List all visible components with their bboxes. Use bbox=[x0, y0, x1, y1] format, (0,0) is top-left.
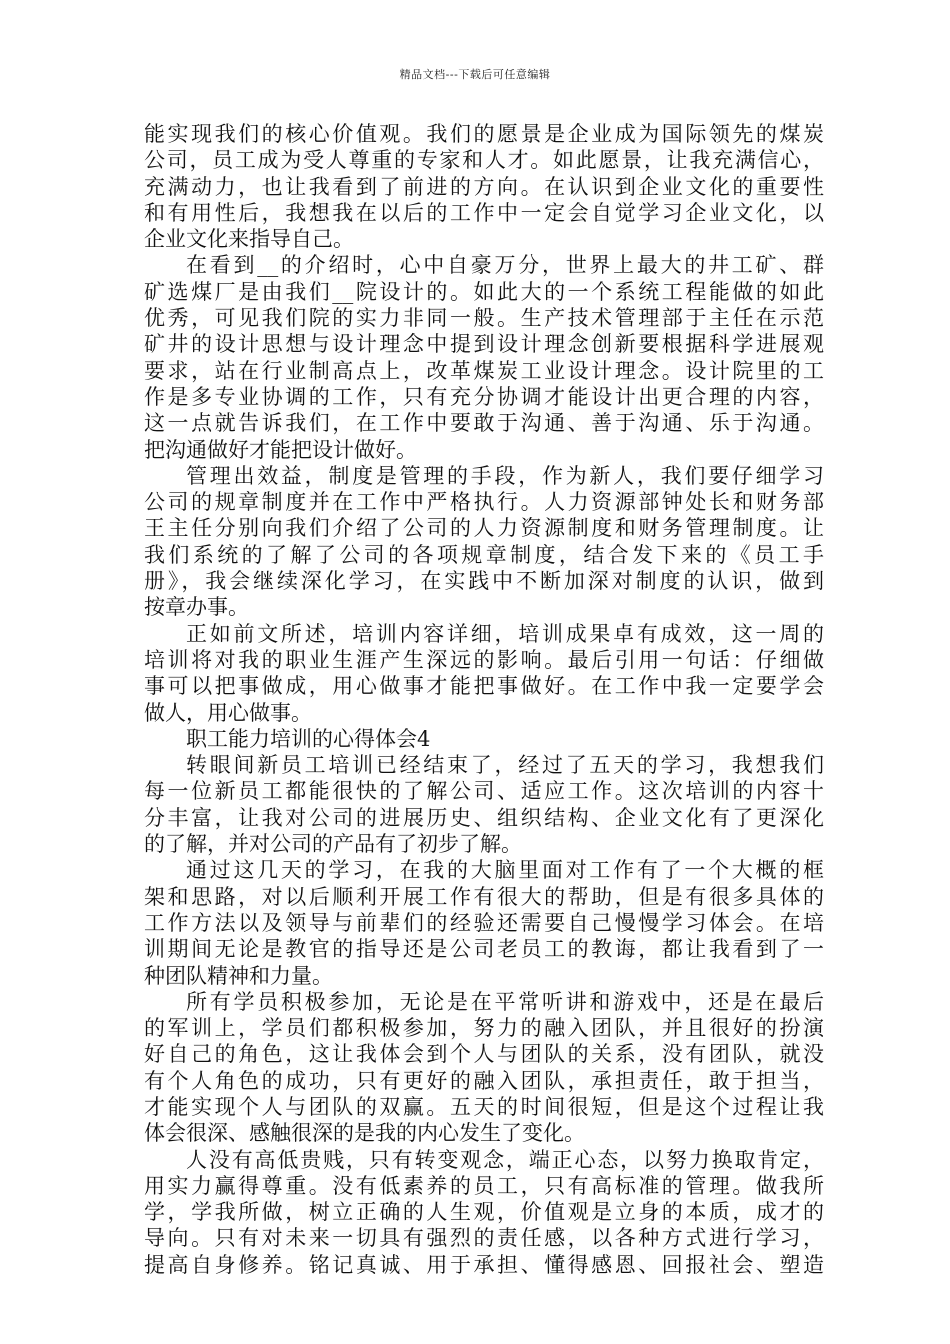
text-line: 导向。只有对未来一切具有强烈的责任感，以各种方式进行学习， bbox=[144, 1226, 824, 1251]
paragraph bbox=[144, 1147, 824, 1278]
document-body bbox=[144, 121, 824, 1278]
text-line: 公司的规章制度并在工作中严格执行。人力资源部钟处长和财务部 bbox=[144, 490, 824, 515]
text-line: 分丰富，让我对公司的进展历史、组织结构、企业文化有了更深化 bbox=[144, 805, 824, 830]
text-line: 通过这几天的学习，在我的大脑里面对工作有了一个大概的框 bbox=[186, 858, 824, 883]
text-line: 的了解，并对公司的产品有了初步了解。 bbox=[144, 832, 522, 857]
text-line: 管理出效益，制度是管理的手段，作为新人，我们要仔细学习 bbox=[186, 463, 824, 488]
text-line: 培训将对我的职业生涯产生深远的影响。最后引用一句话：仔细做 bbox=[144, 647, 824, 672]
text-line: 所有学员积极参加，无论是在平常听讲和游戏中，还是在最后 bbox=[186, 989, 824, 1014]
text-line: 每一位新员工都能很快的了解公司、适应工作。这次培训的内容十 bbox=[144, 779, 824, 804]
text-line: 把沟通做好才能把设计做好。 bbox=[144, 437, 417, 462]
text-line: 正如前文所述，培训内容详细，培训成果卓有成效，这一周的 bbox=[186, 621, 824, 646]
text-line: 作是多专业协调的工作，只有充分协调才能设计出更合理的内容， bbox=[144, 384, 824, 409]
text-line: 转眼间新员工培训已经结束了，经过了五天的学习，我想我们 bbox=[186, 753, 824, 778]
text-line: 才能实现个人与团队的双赢。五天的时间很短，但是这个过程让我 bbox=[144, 1094, 824, 1119]
paragraph bbox=[144, 121, 824, 252]
text-line: 的军训上，学员们都积极参加，努力的融入团队，并且很好的扮演 bbox=[144, 1016, 824, 1041]
text-line: 种团队精神和力量。 bbox=[144, 963, 333, 988]
paragraph bbox=[144, 857, 824, 988]
text-line: 王主任分别向我们介绍了公司的人力资源制度和财务管理制度。让 bbox=[144, 516, 824, 541]
paragraph bbox=[144, 621, 824, 726]
text-line: 优秀，可见我们院的实力非同一般。生产技术管理部于主任在示范 bbox=[144, 306, 824, 331]
text-line: 人没有高低贵贱，只有转变观念，端正心态，以努力换取肯定， bbox=[186, 1147, 824, 1172]
text-line: 训期间无论是教官的指导还是公司老员工的教诲，都让我看到了一 bbox=[144, 937, 824, 962]
paragraph bbox=[144, 252, 824, 462]
text-line: 公司，员工成为受人尊重的专家和人才。如此愿景，让我充满信心， bbox=[144, 148, 824, 173]
page-header: 精品文档---下载后可任意编辑 bbox=[399, 68, 551, 81]
text-line: 我们系统的了解了公司的各项规章制度，结合发下来的《员工手 bbox=[144, 542, 824, 567]
text-line: 按章办事。 bbox=[144, 595, 249, 620]
text-line: 事可以把事做成，用心做事才能把事做好。在工作中我一定要学会 bbox=[144, 674, 824, 699]
text-line: 用实力赢得尊重。没有低素养的员工，只有高标准的管理。做我所 bbox=[144, 1173, 824, 1198]
text-line: 职工能力培训的心得体会4 bbox=[186, 726, 431, 751]
paragraph bbox=[144, 752, 824, 857]
text-line: 有个人角色的成功，只有更好的融入团队，承担责任，敢于担当， bbox=[144, 1068, 824, 1093]
text-line: 这一点就告诉我们，在工作中要敢于沟通、善于沟通、乐于沟通。 bbox=[144, 411, 824, 436]
text-line: 充满动力，也让我看到了前进的方向。在认识到企业文化的重要性 bbox=[144, 174, 824, 199]
text-line: 体会很深、感触很深的是我的内心发生了变化。 bbox=[144, 1121, 585, 1146]
text-line: 和有用性后，我想我在以后的工作中一定会自觉学习企业文化，以 bbox=[144, 200, 824, 225]
text-line: 做人，用心做事。 bbox=[144, 700, 312, 725]
paragraph bbox=[144, 726, 824, 752]
text-line: 学，学我所做，树立正确的人生观，价值观是立身的本质，成才的 bbox=[144, 1200, 824, 1225]
text-line: 要求，站在行业制高点上，改革煤炭工业设计理念。设计院里的工 bbox=[144, 358, 824, 383]
text-line: 矿选煤厂是由我们__院设计的。如此大的一个系统工程能做的如此 bbox=[144, 279, 824, 304]
text-line: 在看到__的介绍时，心中自豪万分，世界上最大的井工矿、群 bbox=[186, 253, 824, 278]
paragraph bbox=[144, 989, 824, 1147]
text-line: 好自己的角色，这让我体会到个人与团队的关系，没有团队，就没 bbox=[144, 1042, 824, 1067]
text-line: 工作方法以及领导与前辈们的经验还需要自己慢慢学习体会。在培 bbox=[144, 910, 824, 935]
text-line: 能实现我们的核心价值观。我们的愿景是企业成为国际领先的煤炭 bbox=[144, 122, 824, 146]
text-line: 企业文化来指导自己。 bbox=[144, 227, 354, 252]
text-line: 册》，我会继续深化学习，在实践中不断加深对制度的认识，做到 bbox=[144, 569, 824, 594]
text-line: 架和思路，对以后顺利开展工作有很大的帮助，但是有很多具体的 bbox=[144, 884, 824, 909]
paragraph bbox=[144, 463, 824, 621]
text-line: 矿井的设计思想与设计理念中提到设计理念创新要根据科学进展观 bbox=[144, 332, 824, 357]
text-line: 提高自身修养。铭记真诚、用于承担、懂得感恩、回报社会、塑造 bbox=[144, 1252, 824, 1277]
